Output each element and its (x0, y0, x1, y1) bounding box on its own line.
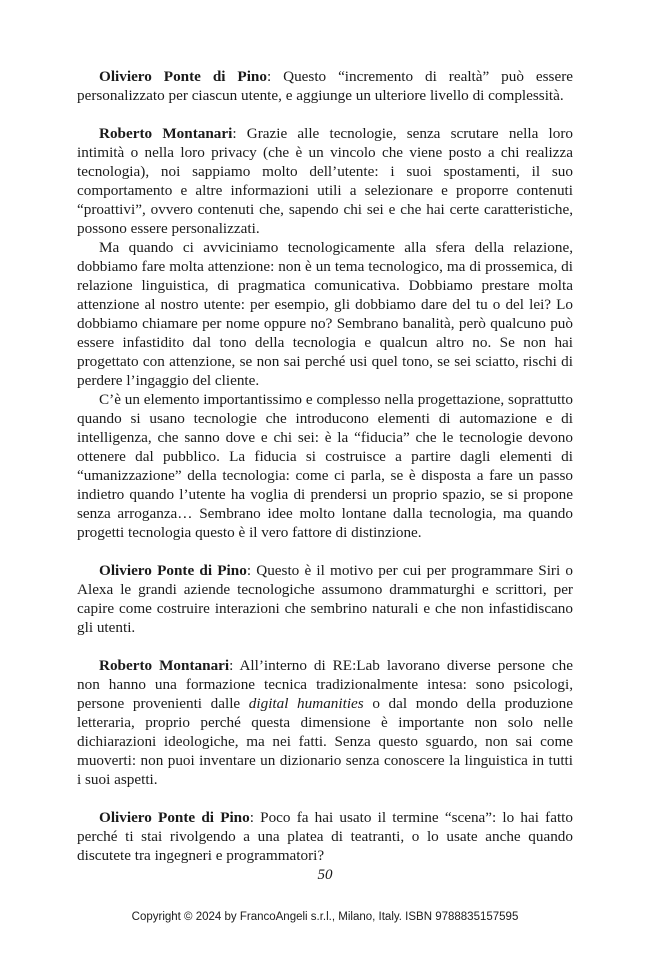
paragraph (77, 67, 573, 105)
paragraph (77, 561, 573, 637)
paragraph-text: : Questo “incremento di realtà” può essere personalizzato per ciascun utente, e aggiunge un ulteriore livello di complessità. (77, 68, 573, 104)
paragraph: Ma quando ci avviciniamo tecnologicamente alla sfera della relazione, dobbiamo fare molta attenzione: non è un tema tecnologico, ma di prossemica, di relazione linguistica, di pragmatica comunicativa. Dobbiamo prestare molta attenzione al nostro utente: per esempio, gli dobbiamo dare del tu o del lei? Lo dobbiamo chiamare per nome oppure no? Sembrano banalità, però qualcuno può essere infastidito dal tono della tecnologia e qualcun altro no. Se non hai progettato con attenzione, se non sai perché usi quel tono, se sei sciatto, rischi di perdere l’ingaggio del cliente. (77, 239, 573, 389)
page-body (77, 67, 573, 865)
speaker-name: Oliviero Ponte di Pino (99, 562, 247, 579)
copyright-notice: Copyright © 2024 by FrancoAngeli s.r.l., Milano, Italy. ISBN 9788835157595 (131, 911, 519, 923)
speaker-name: Oliviero Ponte di Pino (99, 68, 267, 85)
paragraph-text: : Questo è il motivo per cui per programmare Siri o Alexa le grandi aziende tecnologiche assumono drammaturghi e scrittori, per capire come costruire interazioni che sembrino naturali e che non infastidiscano gli utenti. (77, 562, 574, 636)
paragraph-text: o dal mondo della produzione letteraria, proprio perché questa dimensione è importante non solo nelle dichiarazioni ideologiche, ma nei fatti. Senza questo sguardo, non sai come muoverti: non puoi inventare un dizionario senza conoscere la linguistica in tutti i suoi aspetti. (77, 695, 573, 788)
speaker-name: Roberto Montanari (99, 657, 230, 674)
paragraph-text: : Poco fa hai usato il termine “scena”: lo hai fatto perché ti stai rivolgendo a una platea di teatranti, o lo usate anche quando discutete tra ingegneri e programmatori? (77, 809, 573, 864)
paragraph (77, 656, 573, 789)
italic-term: digital humanities (248, 695, 364, 712)
paragraph: C’è un elemento importantissimo e complesso nella progettazione, soprattutto quando si usano tecnologie che introducono elementi di automazione e di intelligenza, che sanno dove e chi sei: è la “fiducia” che le tecnologie devono ottenere dal pubblico. La fiducia si costruisce a partire dagli elementi di “umanizzazione” della tecnologia: come ci parla, se è disposta a fare un passo indietro quando l’utente ha voglia di prendersi un proprio spazio, se si propone senza arroganza… Sembrano idee molto lontane dalla tecnologia, ma quando progetti tecnologia questo è il vero fattore di distinzione. (77, 391, 573, 541)
paragraph-text: : Grazie alle tecnologie, senza scrutare nella loro intimità o nella loro privacy (che è un vincolo che viene posto a chi realizza tecnologia), noi sappiamo molto dell’utente: i suoi spostamenti, il suo comportamento e altre informazioni utili a selezionare e proporre contenuti “proattivi”, ovvero contenuti che, sapendo chi sei e che hai certe caratteristiche, possono essere personalizzati. (77, 125, 573, 237)
paragraph-text: : All’interno di RE:Lab lavorano diverse persone che non hanno una formazione tecnica tradizionalmente intesa: sono psicologi, persone provenienti dalle (77, 657, 573, 712)
page-number: 50 (317, 867, 333, 883)
speaker-name: Oliviero Ponte di Pino (99, 809, 250, 826)
speaker-name: Roberto Montanari (99, 125, 233, 142)
paragraph (77, 808, 573, 865)
paragraph (77, 124, 573, 238)
